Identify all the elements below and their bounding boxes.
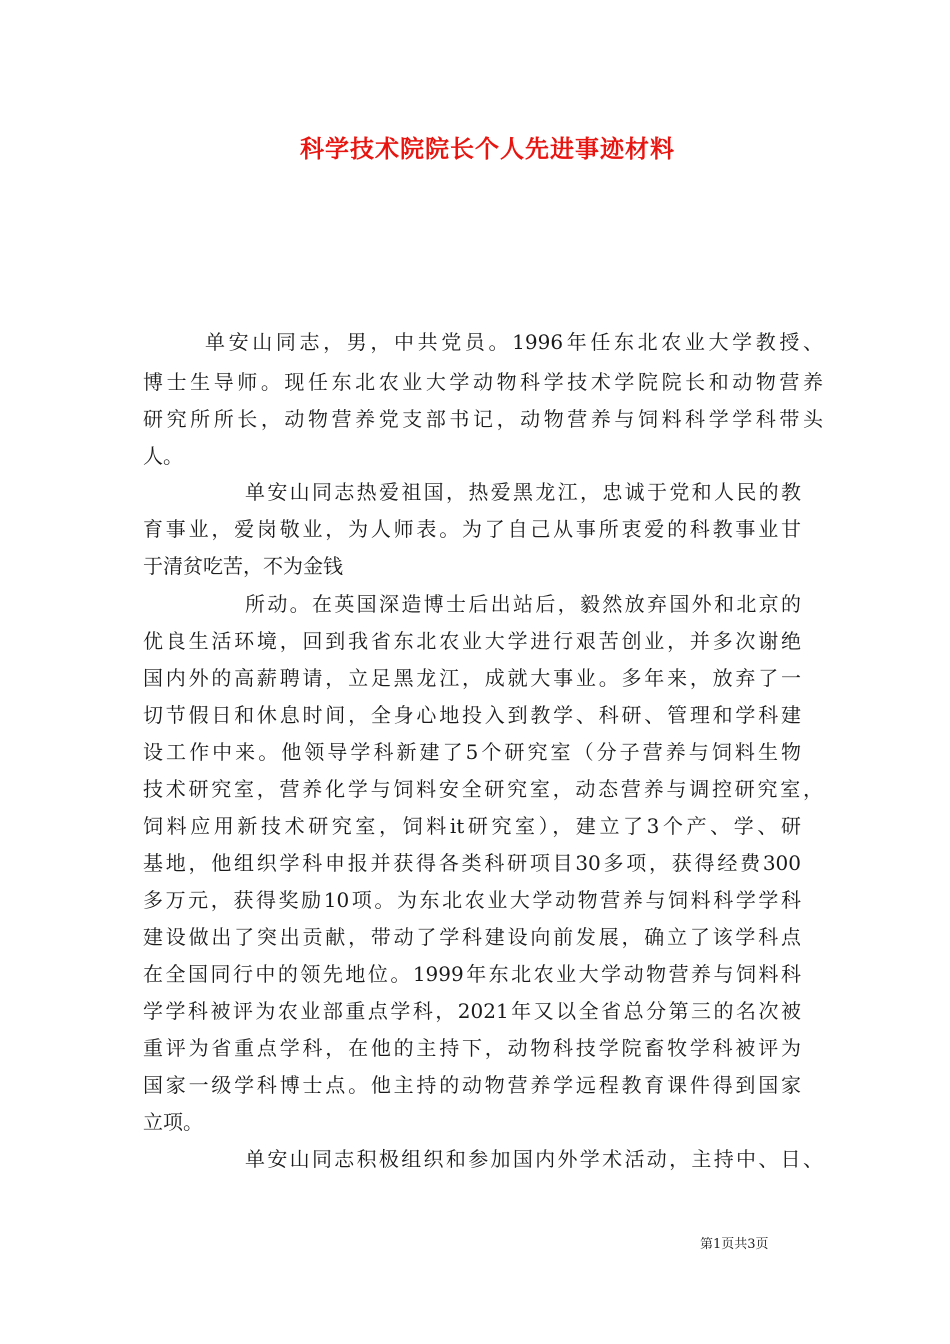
paragraph-line: 于清贫吃苦，不为金钱 — [143, 554, 343, 578]
paragraph-line: 单安山同志，男，中共党员。1996年任东北农业大学教授、 — [205, 330, 823, 354]
page-number: 第1页共3页 — [700, 1237, 769, 1252]
paragraph-line: 研究所所长，动物营养党支部书记，动物营养与饲料科学学科带头 — [143, 407, 823, 431]
paragraph-line: 国家一级学科博士点。他主持的动物营养学远程教育课件得到国家 — [143, 1073, 801, 1097]
paragraph-line: 立项。 — [143, 1110, 203, 1134]
paragraph-line: 人。 — [143, 444, 183, 468]
paragraph-line: 建设做出了突出贡献，带动了学科建设向前发展，确立了该学科点 — [143, 925, 801, 949]
paragraph-line: 基地，他组织学科申报并获得各类科研项目30多项，获得经费300 — [143, 851, 801, 875]
paragraph-line: 育事业，爱岗敬业，为人师表。为了自己从事所衷爱的科教事业甘 — [143, 517, 801, 541]
paragraph-line: 国内外的高薪聘请，立足黑龙江，成就大事业。多年来，放弃了一 — [143, 666, 801, 690]
paragraph-line: 技术研究室，营养化学与饲料安全研究室，动态营养与调控研究室， — [143, 777, 823, 801]
paragraph-line: 优良生活环境，回到我省东北农业大学进行艰苦创业，并多次谢绝 — [143, 629, 801, 653]
paragraph-line: 单安山同志热爱祖国，热爱黑龙江，忠诚于党和人民的教 — [245, 480, 801, 504]
paragraph-line: 所动。在英国深造博士后出站后，毅然放弃国外和北京的 — [245, 592, 801, 616]
paragraph-line: 多万元，获得奖励10项。为东北农业大学动物营养与饲料科学学科 — [143, 888, 801, 912]
paragraph-line: 重评为省重点学科，在他的主持下，动物科技学院畜牧学科被评为 — [143, 1036, 801, 1060]
paragraph-line: 学学科被评为农业部重点学科，2021年又以全省总分第三的名次被 — [143, 999, 801, 1023]
paragraph-line: 在全国同行中的领先地位。1999年东北农业大学动物营养与饲料科 — [143, 962, 801, 986]
paragraph-line: 博士生导师。现任东北农业大学动物科学技术学院院长和动物营养 — [143, 370, 823, 394]
paragraph-line: 饲料应用新技术研究室，饲料it研究室），建立了3个产、学、研 — [143, 814, 801, 838]
paragraph-line: 设工作中来。他领导学科新建了5个研究室（分子营养与饲料生物 — [143, 740, 801, 764]
document-title: 科学技术院院长个人先进事迹材料 — [300, 134, 675, 163]
paragraph-line: 单安山同志积极组织和参加国内外学术活动，主持中、日、 — [245, 1147, 823, 1171]
paragraph-line: 切节假日和休息时间，全身心地投入到教学、科研、管理和学科建 — [143, 703, 801, 727]
